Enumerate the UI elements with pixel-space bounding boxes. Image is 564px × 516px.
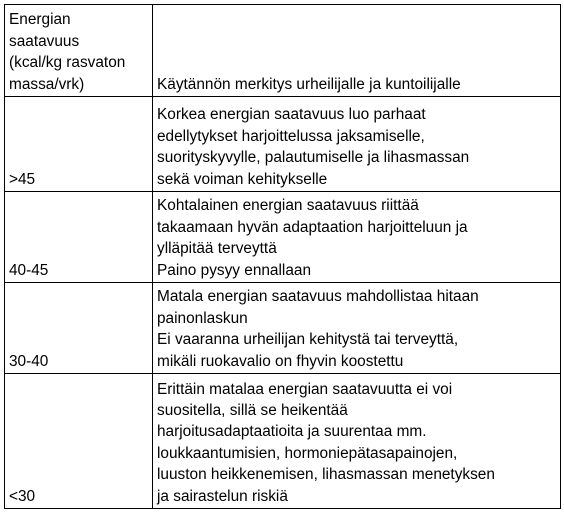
header-practical-meaning: Käytännön merkitys urheilijalle ja kuntoilijalle <box>153 5 561 97</box>
energy-range-cell: 40-45 <box>5 192 153 283</box>
meaning-cell: Korkea energian saatavuus luo parhaat edellytykset harjoittelussa jaksamiselle, suorityskyvylle, palautumiselle ja lihasmassan sekä voiman kehitykselle <box>153 97 561 192</box>
table-row <box>5 283 561 374</box>
table-row <box>5 97 561 192</box>
table-row <box>5 374 561 509</box>
meaning-cell: Kohtalainen energian saatavuus riittää takaamaan hyvän adaptaation harjoitteluun ja ylläpitää terveyttä Paino pysyy ennallaan <box>153 192 561 283</box>
table-header-row <box>5 5 561 97</box>
energy-availability-table <box>4 4 561 509</box>
energy-range-cell: <30 <box>5 374 153 509</box>
meaning-cell: Matala energian saatavuus mahdollistaa hitaan painonlaskun Ei vaaranna urheilijan kehitystä tai terveyttä, mikäli ruokavalio on fhyvin koostettu <box>153 283 561 374</box>
energy-range-cell: 30-40 <box>5 283 153 374</box>
energy-range-cell: >45 <box>5 97 153 192</box>
meaning-cell: Erittäin matalaa energian saatavuutta ei voi suositella, sillä se heikentää harjoitusadaptaatioita ja suurentaa mm. loukkaantumisien, hormoniepätasapainojen, luuston heikkenemisen, lihasmassan menetyksen ja sairastelun riskiä <box>153 374 561 509</box>
header-energy-availability: Energian saatavuus (kcal/kg rasvaton massa/vrk) <box>5 5 153 97</box>
table-row <box>5 192 561 283</box>
